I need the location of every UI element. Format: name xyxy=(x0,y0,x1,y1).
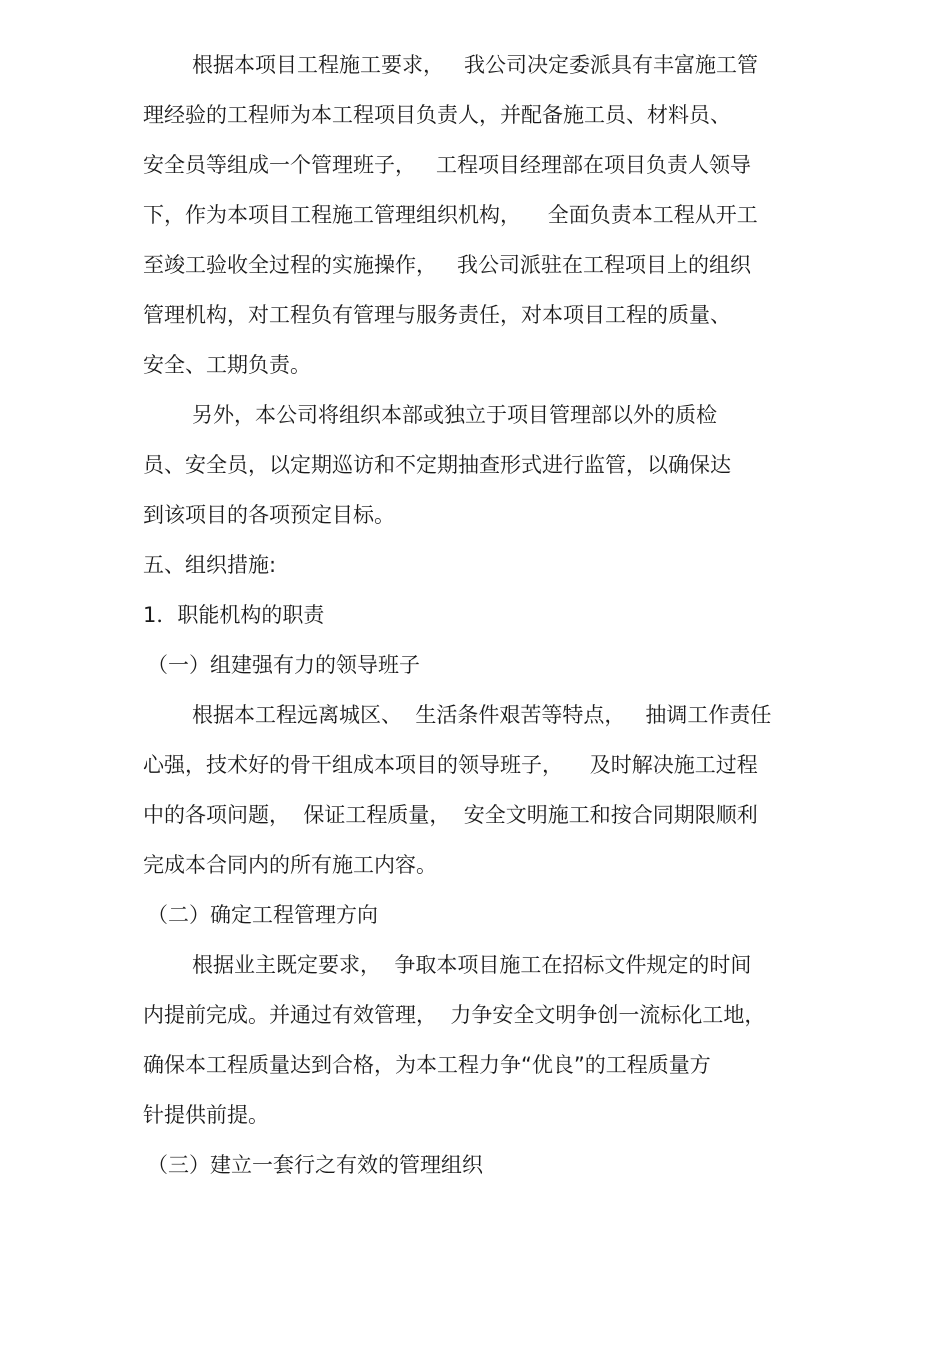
section-heading-5: 五、组织措施: xyxy=(143,553,277,577)
paragraph-1-line-2: 理经验的工程师为本工程项目负责人，并配备施工员、材料员、 xyxy=(143,103,731,127)
paragraph-3-line-3: 中的各项问题， 保证工程质量， 安全文明施工和按合同期限顺利 xyxy=(143,803,758,827)
paragraph-2-line-2: 员、安全员，以定期巡访和不定期抽查形式进行监管，以确保达 xyxy=(143,453,731,477)
paragraph-2-line-3: 到该项目的各项预定目标。 xyxy=(143,503,395,527)
subheading-1: （一）组建强有力的领导班子 xyxy=(147,653,420,677)
paragraph-1-line-1: 根据本项目工程施工要求， 我公司决定委派具有丰富施工管 xyxy=(192,53,759,77)
paragraph-1-line-6: 管理机构，对工程负有管理与服务责任，对本项目工程的质量、 xyxy=(143,303,731,327)
paragraph-4-line-3: 确保本工程质量达到合格，为本工程力争“优良”的工程质量方 xyxy=(143,1053,711,1077)
paragraph-4-line-4: 针提供前提。 xyxy=(143,1103,269,1127)
paragraph-3-line-4: 完成本合同内的所有施工内容。 xyxy=(143,853,437,877)
subheading-2: （二）确定工程管理方向 xyxy=(147,903,378,927)
subheading-3: （三）建立一套行之有效的管理组织 xyxy=(147,1153,483,1177)
section-heading-1: 1．职能机构的职责 xyxy=(143,603,325,627)
paragraph-1-line-4: 下，作为本项目工程施工管理组织机构， 全面负责本工程从开工 xyxy=(143,203,758,227)
paragraph-3-line-2: 心强，技术好的骨干组成本项目的领导班子， 及时解决施工过程 xyxy=(143,753,758,777)
paragraph-2-line-1: 另外，本公司将组织本部或独立于项目管理部以外的质检 xyxy=(192,403,717,427)
paragraph-4-line-1: 根据业主既定要求， 争取本项目施工在招标文件规定的时间 xyxy=(192,953,752,977)
paragraph-1-line-5: 至竣工验收全过程的实施操作， 我公司派驻在工程项目上的组织 xyxy=(143,253,752,277)
paragraph-3-line-1: 根据本工程远离城区、 生活条件艰苦等特点， 抽调工作责任 xyxy=(192,703,772,727)
paragraph-1-line-7: 安全、工期负责。 xyxy=(143,353,311,377)
paragraph-4-line-2: 内提前完成。并通过有效管理， 力争安全文明争创一流标化工地， xyxy=(143,1003,766,1027)
paragraph-1-line-3: 安全员等组成一个管理班子， 工程项目经理部在项目负责人领导 xyxy=(143,153,752,177)
